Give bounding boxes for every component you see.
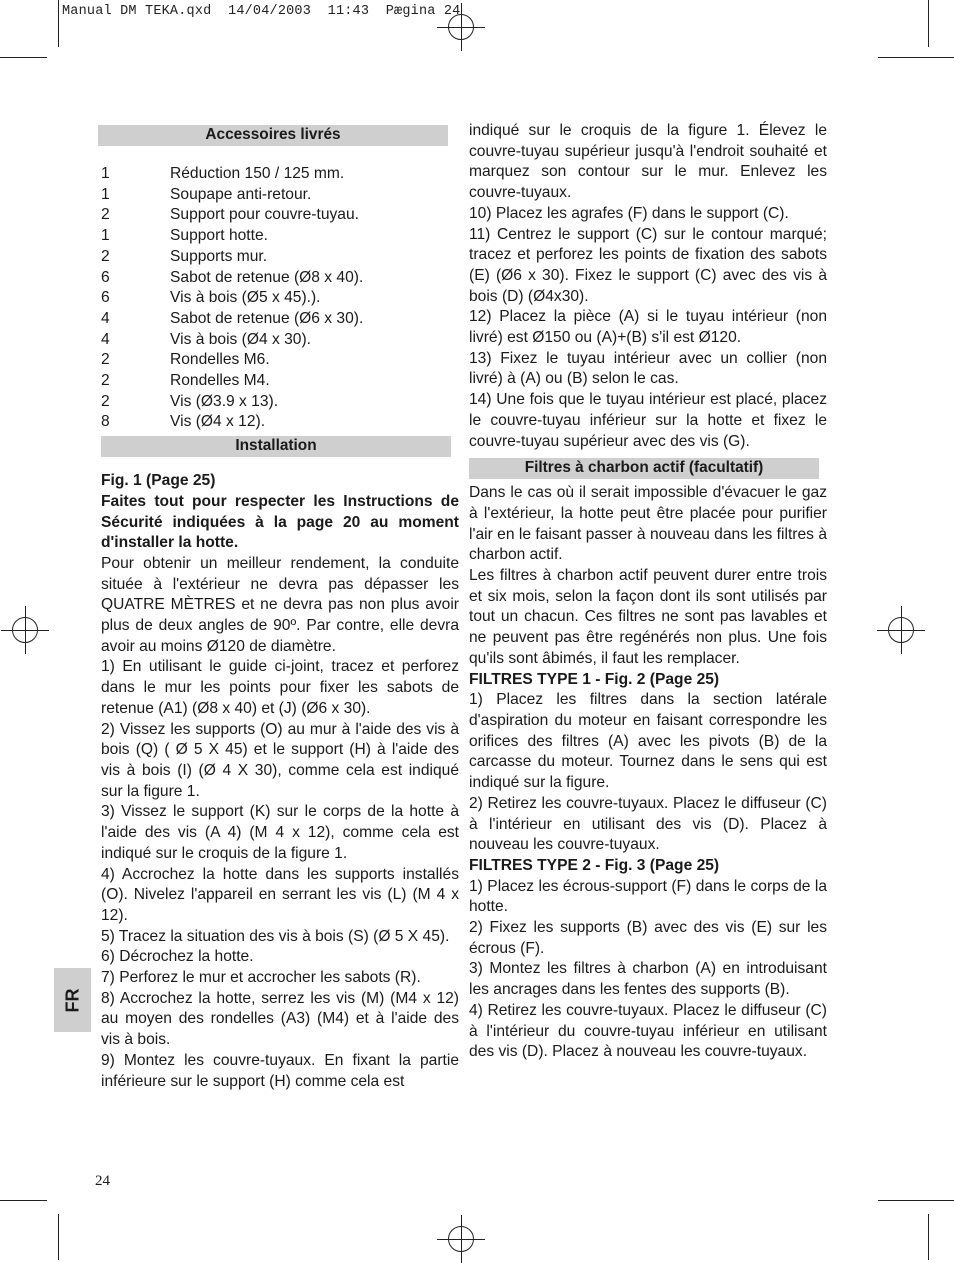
item-quantity: 1 xyxy=(101,165,110,182)
crop-mark xyxy=(58,0,59,47)
filters-step: 1) Placez les filtres dans la section latérale d'aspiration du moteur en faisant correspondre les orifices des filtres (A) avec les pivots (B) de la carcasse du moteur. Tournez dans le sens qui est indiqué sur la figure. xyxy=(469,691,827,792)
list-item xyxy=(98,350,459,371)
right-column xyxy=(469,121,827,1063)
installation-heading: Installation xyxy=(101,436,451,457)
item-description: Sabot de retenue (Ø6 x 30). xyxy=(170,309,364,327)
installation-paragraph: indiqué sur le croquis de la figure 1. Élevez le couvre-tuyau supérieur jusqu'à l'endroit souhaité et marquez son contour sur le mur. Enlevez les couvre-tuyaux. xyxy=(469,122,827,202)
list-item xyxy=(98,309,459,330)
item-quantity: 4 xyxy=(101,309,110,327)
installation-steps-continued xyxy=(469,121,827,452)
filters-step: 2) Fixez les supports (B) avec des vis (E) sur les écrous (F). xyxy=(469,919,827,957)
filters-step: 1) Placez les écrous-support (F) dans le corps de la hotte. xyxy=(469,877,827,916)
list-item xyxy=(98,205,459,226)
filters-step: 4) Retirez les couvre-tuyaux. Placez le diffuseur (C) à l'intérieur du couvre-tuyau inférieur en utilisant des vis (D). Placez à nouveau les couvre-tuyaux. xyxy=(469,1001,827,1061)
installation-paragraph: 1) En utilisant le guide ci-joint, tracez et perforez dans le mur les points pour fixer les sabots de retenue (A1) (Ø8 x 40) et (J) (Ø6 x 30). xyxy=(101,658,459,717)
item-quantity: 1 xyxy=(101,185,110,203)
installation-paragraph: 5) Tracez la situation des vis à bois (S) (Ø 5 X 45). xyxy=(101,927,450,945)
safety-warning: Faites tout pour respecter les Instructions de Sécurité indiquées à la page 20 au moment d'installer la hotte. xyxy=(101,492,459,552)
installation-paragraph: 8) Accrochez la hotte, serrez les vis (M) (M4 x 12) au moyen des rondelles (A3) (M4) et à l'aide des vis à bois. xyxy=(101,989,459,1049)
list-item xyxy=(98,185,459,206)
item-quantity: 2 xyxy=(101,372,110,390)
installation-paragraph: 2) Vissez les supports (O) au mur à l'aide des vis à bois (Q) ( Ø 5 X 45) et le support (H) à l'aide des vis à bois (I) (Ø 4 X 30), comme cela est indiqué sur la figure 1. xyxy=(101,720,459,800)
filters-paragraph: Dans le cas où il serait impossible d'évacuer le gaz à l'extérieur, la hotte peut être placée pour purifier l'air en le faisant passer à nouveau dans les filtres à charbon actif. xyxy=(469,484,827,564)
filters-heading: Filtres à charbon actif (facultatif) xyxy=(469,458,819,479)
item-quantity: 6 xyxy=(101,268,110,286)
installation-paragraph: 10) Placez les agrafes (F) dans le support (C). xyxy=(469,204,789,222)
installation-paragraph: 4) Accrochez la hotte dans les supports installés (O). Nivelez l'appareil en serrant les vis (L) (M 4 x 12). xyxy=(101,865,459,924)
accessories-list xyxy=(98,164,459,433)
installation-paragraph: 9) Montez les couvre-tuyaux. En fixant la partie inférieure sur le support (H) comme cela est xyxy=(101,1051,459,1090)
crop-mark xyxy=(878,57,954,58)
list-item xyxy=(98,164,459,185)
crop-mark xyxy=(928,0,929,47)
item-quantity: 2 xyxy=(101,392,110,410)
list-item xyxy=(98,330,459,351)
item-description: Vis (Ø3.9 x 13). xyxy=(170,392,279,410)
installation-paragraph: 6) Décrochez la hotte. xyxy=(101,948,254,966)
filters-intro xyxy=(469,483,827,669)
list-item xyxy=(98,371,459,392)
filters-type1-heading: FILTRES TYPE 1 - Fig. 2 (Page 25) xyxy=(469,670,720,688)
installation-paragraph: 13) Fixez le tuyau intérieur avec un collier (non livré) à (A) ou (B) selon le cas. xyxy=(469,349,827,388)
filters-type2-heading: FILTRES TYPE 2 - Fig. 3 (Page 25) xyxy=(469,856,720,874)
filters-step: 3) Montez les filtres à charbon (A) en introduisant les ancrages dans les fentes des supports (B). xyxy=(469,960,827,999)
filters-paragraph: Les filtres à charbon actif peuvent durer entre trois et six mois, selon la façon dont ils sont utilisés par tout un chacun. Ces filtres ne sont pas lavables et ne peuvent pas être regénérés non plus. Une fois qu'ils sont âbimés, il faut les remplacer. xyxy=(469,567,827,667)
item-quantity: 4 xyxy=(101,330,110,348)
item-description: Rondelles M4. xyxy=(170,372,270,390)
item-description: Support hotte. xyxy=(170,227,268,245)
list-item xyxy=(98,268,459,289)
item-quantity: 6 xyxy=(101,289,110,307)
file-slug: Manual DM TEKA.qxd 14/04/2003 11:43 Pægina 24 xyxy=(62,4,461,19)
installation-paragraph: 14) Une fois que le tuyau intérieur est placé, placez le couvre-tuyau inférieur sur la hotte et fixez le couvre-tuyau supérieur avec des vis (G). xyxy=(469,391,827,450)
filters-type1-steps xyxy=(469,690,827,856)
list-item xyxy=(98,288,459,309)
crop-mark xyxy=(0,1200,47,1201)
page-number: 24 xyxy=(95,1173,110,1189)
item-description: Soupape anti-retour. xyxy=(170,185,312,203)
item-description: Supports mur. xyxy=(170,247,268,265)
item-description: Support pour couvre-tuyau. xyxy=(170,206,359,224)
registration-mark-right xyxy=(888,617,914,643)
accessories-heading: Accessoires livrés xyxy=(98,125,448,146)
item-quantity: 8 xyxy=(101,413,110,431)
list-item xyxy=(98,247,459,268)
item-description: Vis à bois (Ø4 x 30). xyxy=(170,330,311,348)
item-quantity: 2 xyxy=(101,247,110,265)
item-quantity: 1 xyxy=(101,227,110,245)
language-tab-label: FR xyxy=(62,988,82,1012)
language-tab xyxy=(54,968,91,1032)
item-description: Sabot de retenue (Ø8 x 40). xyxy=(170,268,364,286)
crop-mark xyxy=(928,1214,929,1260)
crop-mark xyxy=(58,1214,59,1260)
installation-paragraph: 12) Placez la pièce (A) si le tuyau intérieur (non livré) est Ø150 ou (A)+(B) s'il est Ø120. xyxy=(469,308,827,347)
item-description: Vis à bois (Ø5 x 45).). xyxy=(170,289,321,307)
crop-mark xyxy=(0,57,47,58)
filters-step: 2) Retirez les couvre-tuyaux. Placez le diffuseur (C) à l'intérieur en utilisant des vis (D). Placez à nouveau les couvre-tuyaux. xyxy=(469,794,827,854)
registration-mark-left xyxy=(12,617,38,643)
installation-paragraph: 3) Vissez le support (K) sur le corps de la hotte à l'aide des vis (A 4) (M 4 x 12), comme cela est indiqué sur le croquis de la figure 1. xyxy=(101,803,459,862)
fig-reference: Fig. 1 (Page 25) xyxy=(101,472,216,490)
installation-steps xyxy=(101,554,459,1092)
list-item xyxy=(98,392,459,413)
registration-mark-top xyxy=(448,14,474,40)
registration-mark-bottom xyxy=(448,1226,474,1252)
installation-paragraph: 7) Perforez le mur et accrocher les sabots (R). xyxy=(101,969,421,987)
item-description: Réduction 150 / 125 mm. xyxy=(170,165,345,182)
left-column xyxy=(98,125,459,1092)
crop-mark xyxy=(878,1200,954,1201)
item-quantity: 2 xyxy=(101,206,110,224)
installation-paragraph: 11) Centrez le support (C) sur le contour marqué; tracez et perforez les points de fixation des sabots (E) (Ø6 x 30). Fixez le support (C) avec des vis à bois (D) (Ø4x30). xyxy=(469,225,827,305)
list-item xyxy=(98,226,459,247)
installation-paragraph: Pour obtenir un meilleur rendement, la conduite située à l'extérieur ne devra pas dépasser les QUATRE MÈTRES et ne devra pas non plus avoir plus de deux angles de 90º. Par contre, elle devra avoir au moins Ø120 de diamètre. xyxy=(101,554,459,655)
item-quantity: 2 xyxy=(101,351,110,369)
item-description: Vis (Ø4 x 12). xyxy=(170,413,266,431)
list-item xyxy=(98,412,459,433)
filters-type2-steps xyxy=(469,877,827,1063)
item-description: Rondelles M6. xyxy=(170,351,270,369)
